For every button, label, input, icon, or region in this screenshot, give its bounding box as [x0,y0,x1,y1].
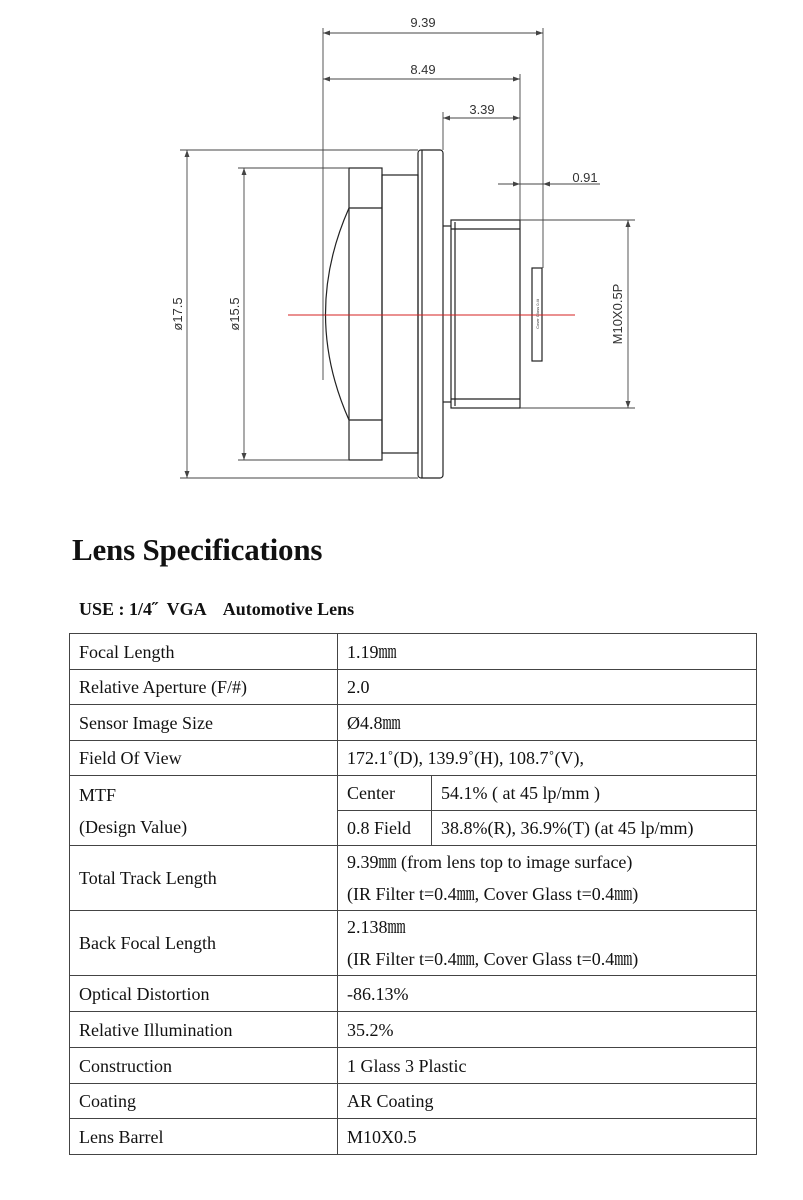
spec-label: Total Track Length [70,846,338,911]
spec-value: 35.2% [338,1012,757,1048]
spec-label: Lens Barrel [70,1119,338,1155]
page-title: Lens Specifications [72,532,323,567]
mtf-field-label: 0.8 Field [338,811,432,846]
spec-label: Construction [70,1048,338,1084]
bfl-value-line-2: (IR Filter t=0.4㎜, Cover Glass t=0.4㎜) [347,949,639,969]
table-row [70,670,757,705]
table-row [70,846,757,911]
dim-thread-length: 3.39 [469,102,495,117]
spec-label: Focal Length [70,634,338,670]
mtf-center-value: 54.1% ( at 45 lp/mm ) [432,776,757,811]
spec-label-mtf [70,776,338,846]
spec-value [338,846,757,911]
table-row [70,776,757,811]
spec-value: 1 Glass 3 Plastic [338,1048,757,1084]
spec-value: 1.19㎜ [338,634,757,670]
spec-value: 172.1˚(D), 139.9˚(H), 108.7˚(V), [338,741,757,776]
front-lens-curve [326,208,350,420]
dim-length-to-flange: 8.49 [410,62,436,77]
spec-label: Sensor Image Size [70,705,338,741]
table-row [70,1012,757,1048]
bfl-value-line-1: 2.138㎜ [347,917,406,937]
table-row [70,741,757,776]
spec-value [338,911,757,976]
ttl-value-line-1: 9.39㎜ (from lens top to image surface) [347,852,633,872]
table-row [70,911,757,976]
spec-value: Ø4.8㎜ [338,705,757,741]
ttl-value-line-2: (IR Filter t=0.4㎜, Cover Glass t=0.4㎜) [347,884,639,904]
table-row [70,976,757,1012]
spec-label: Relative Aperture (F/#) [70,670,338,705]
spec-value: AR Coating [338,1084,757,1119]
lens-ring [382,175,418,453]
dim-sensor-gap: 0.91 [572,170,598,185]
mtf-field-value: 38.8%(R), 36.9%(T) (at 45 lp/mm) [432,811,757,846]
spec-label: Back Focal Length [70,911,338,976]
dim-thread-spec: M10X0.5P [610,283,625,345]
mtf-center-label: Center [338,776,432,811]
table-row [70,1084,757,1119]
lens-technical-drawing [0,0,803,520]
thread-barrel [451,220,520,408]
table-row [70,634,757,670]
use-line: USE : 1/4˝ VGA Automotive Lens [79,599,355,619]
front-lens-body [349,168,382,460]
cover-glass-label: Cover Glass 0.4t [535,299,540,329]
dim-total-length: 9.39 [410,15,436,30]
spec-value: -86.13% [338,976,757,1012]
spec-label: Field Of View [70,741,338,776]
spec-label: Optical Distortion [70,976,338,1012]
table-row [70,705,757,741]
spec-label: Coating [70,1084,338,1119]
table-row [70,1048,757,1084]
spec-value: M10X0.5 [338,1119,757,1155]
spec-table [69,633,757,1155]
spec-value: 2.0 [338,670,757,705]
mtf-label: MTF [79,784,117,805]
table-row [70,1119,757,1155]
mtf-sublabel: (Design Value) [79,816,188,837]
spec-label: Relative Illumination [70,1012,338,1048]
dim-outer-diameter: ø17.5 [170,297,185,331]
dim-inner-diameter: ø15.5 [227,297,242,331]
